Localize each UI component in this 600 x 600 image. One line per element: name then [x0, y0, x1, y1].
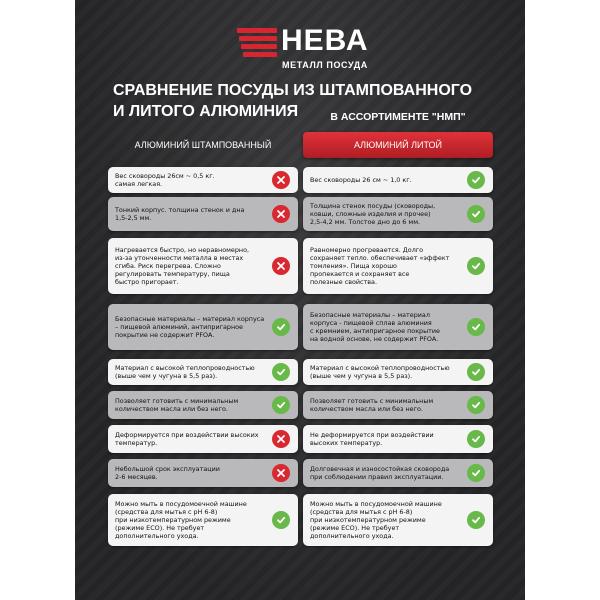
cast-feature-card [303, 304, 493, 350]
title-line-2: И ЛИТОГО АЛЮМИНИЯ [113, 103, 299, 120]
check-icon [467, 464, 485, 482]
column-header-stamped: АЛЮМИНИЙ ШТАМПОВАННЫЙ [134, 140, 272, 150]
cross-icon [272, 464, 290, 482]
assortment-caption: В АССОРТИМЕНТЕ "НМП" [330, 111, 466, 123]
brand-logo [237, 24, 387, 70]
cast-feature-card [303, 197, 493, 231]
stamped-feature-card [108, 238, 298, 294]
column-header-cast: АЛЮМИНИЙ ЛИТОЙ [303, 132, 493, 158]
feature-text: Материал с высокой теплопроводностью (выше чем у чугуна в 5,5 раз). [310, 363, 450, 380]
feature-text: Материал с высокой теплопроводностью (выше чем у чугуна в 5,5 раз). [115, 363, 255, 380]
cast-feature-card [303, 425, 493, 453]
feature-text: Вес сковороды 26 см ~ 1,0 кг. [310, 175, 412, 184]
feature-text: Безопасные материалы – материал корпуса - пищевой сплав алюминия с кремнием, антипригарное покрытие на водной основе, не содержит PFOA. [310, 310, 440, 344]
stamped-feature-card [108, 167, 298, 193]
feature-text: Позволяет готовить с минимальным количеством масла или без него. [310, 396, 434, 413]
check-icon [272, 318, 290, 336]
check-icon [467, 430, 485, 448]
cast-feature-card [303, 459, 493, 487]
stamped-feature-card [108, 459, 298, 487]
check-icon [467, 318, 485, 336]
cross-icon [272, 257, 290, 275]
cross-icon [272, 171, 290, 189]
stamped-feature-card [108, 197, 298, 231]
feature-text: Вес сковороды 26см ~ 0,5 кг. самая легкая. [115, 171, 215, 188]
feature-text: Можно мыть в посудомоечной машине (средства для мытья с pH 6-8) при низкотемпературном режиме (режиме ECO). Не требует дополнительного ухода. [115, 499, 247, 541]
feature-text: Небольшой срок эксплуатации 2-6 месяцев. [115, 464, 220, 481]
cast-feature-card [303, 494, 493, 546]
feature-text: Безопасные материалы – материал корпуса – пищевой алюминий, антипригарное покрытие не содержит PFOA. [115, 314, 265, 340]
logo-stripes-icon [237, 28, 277, 60]
feature-text: Можно мыть в посудомоечной машине (средства для мытья с pH 6-8) при низкотемпературном режиме (режиме ECO). Не требует дополнительного ухода. [310, 499, 442, 541]
poster [75, 0, 525, 600]
stamped-feature-card [108, 425, 298, 453]
check-icon [272, 396, 290, 414]
check-icon [467, 205, 485, 223]
cast-feature-card [303, 167, 493, 193]
feature-text: Нагревается быстро, но неравномерно, из-за утонченности металла в местах сгиба. Риск перегрева. Сложно регулировать температуру, пища быстро пригорает. [115, 245, 250, 287]
feature-text: Равномерно прогревается. Долго сохраняет тепло. обеспечивает «эффект томления». Пища хорошо пропекается и сохраняет все полезные свойства. [310, 245, 450, 287]
cross-icon [272, 205, 290, 223]
cast-feature-card [303, 359, 493, 385]
check-icon [467, 396, 485, 414]
cross-icon [272, 430, 290, 448]
check-icon [272, 511, 290, 529]
check-icon [467, 511, 485, 529]
stamped-feature-card [108, 359, 298, 385]
feature-text: Тонкий корпус. толщина стенок и дна 1,5-2,5 мм. [115, 205, 245, 222]
cast-feature-card [303, 238, 493, 294]
feature-text: Толщина стенок посуды (сковороды, ковши, сложные изделия и прочее) 2,5-4,2 мм. Толстое дно до 6 мм. [310, 201, 436, 227]
check-icon [467, 257, 485, 275]
stamped-feature-card [108, 494, 298, 546]
feature-text: Позволяет готовить с минимальным количеством масла или без него. [115, 396, 239, 413]
feature-text: Долговечная и износостойкая сковорода при соблюдении правил эксплуатации. [310, 464, 450, 481]
check-icon [467, 171, 485, 189]
feature-text: Деформируется при воздействии высоких температур. [115, 430, 259, 447]
title-line-1: СРАВНЕНИЕ ПОСУДЫ ИЗ ШТАМПОВАННОГО [113, 82, 473, 99]
check-icon [272, 363, 290, 381]
brand-name: НЕВА [281, 24, 369, 57]
stamped-feature-card [108, 391, 298, 419]
brand-subtitle: МЕТАЛЛ ПОСУДА [282, 60, 368, 70]
feature-text: Не деформируется при воздействии высоких температур. [310, 430, 434, 447]
stamped-feature-card [108, 304, 298, 350]
cast-feature-card [303, 391, 493, 419]
check-icon [467, 363, 485, 381]
